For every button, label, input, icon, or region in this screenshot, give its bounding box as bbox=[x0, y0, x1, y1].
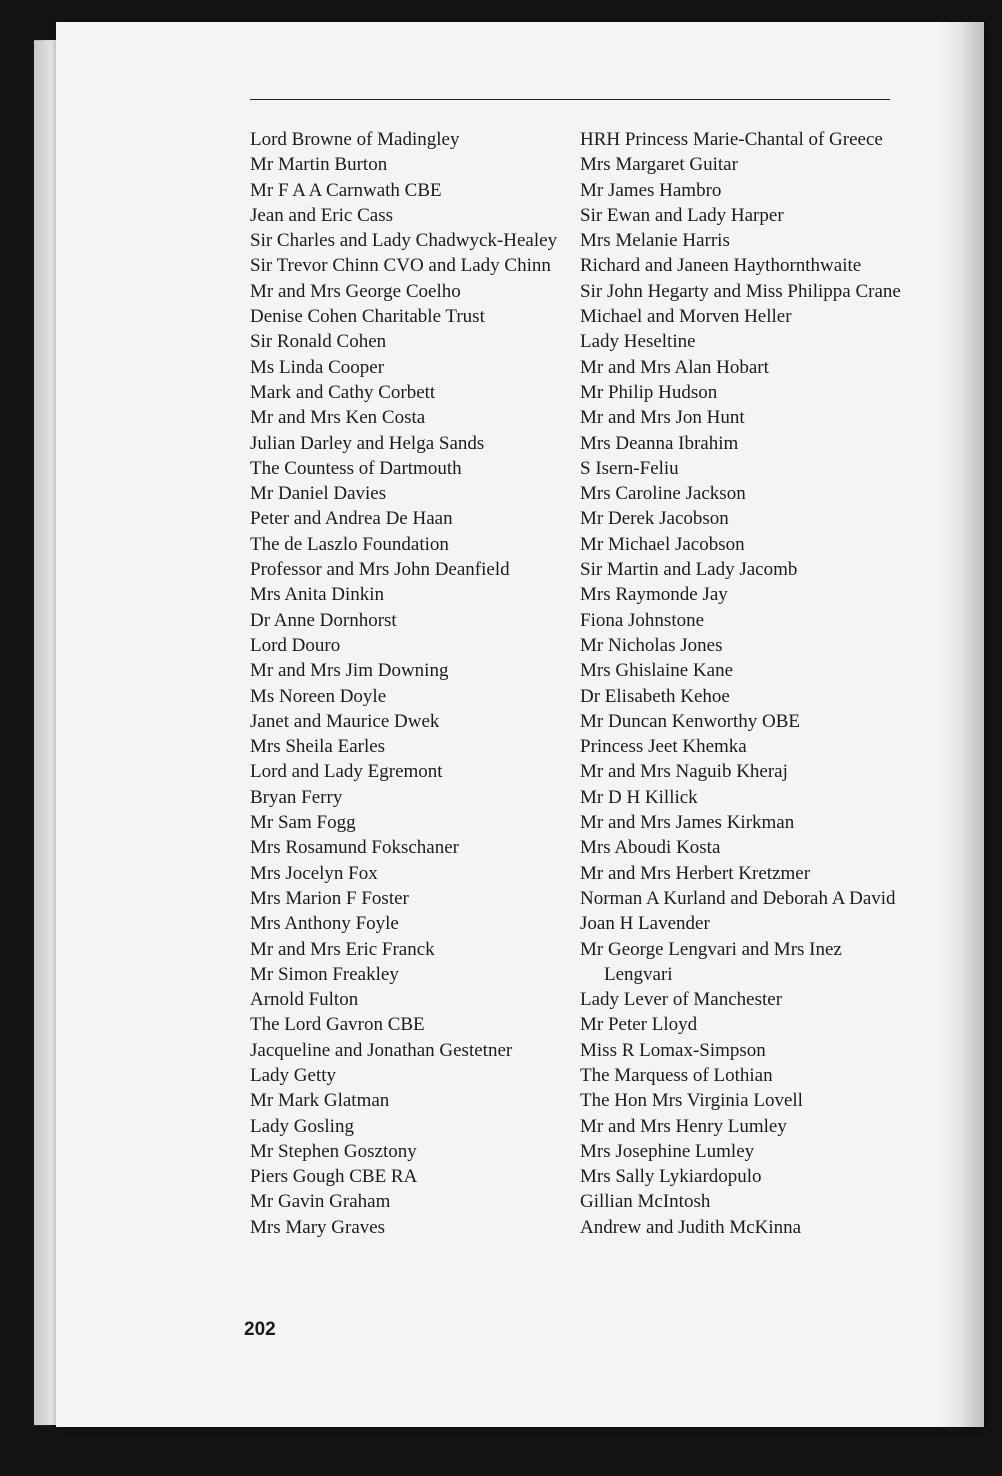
patron-name: Lady Gosling bbox=[250, 1115, 354, 1137]
patron-name: Sir Martin and Lady Jacomb bbox=[580, 559, 798, 581]
patron-name: Mr Duncan Kenworthy OBE bbox=[580, 710, 801, 732]
patron-name: Mr Gavin Graham bbox=[250, 1191, 391, 1213]
patron-name: Mr Stephen Gosztony bbox=[250, 1140, 417, 1162]
patron-name: Mr and Mrs Herbert Kretzmer bbox=[580, 862, 811, 884]
patron-name: The Countess of Dartmouth bbox=[250, 457, 462, 479]
patron-name: Mr James Hambro bbox=[580, 179, 722, 201]
patron-name: Mrs Sally Lykiardopulo bbox=[580, 1166, 762, 1188]
patron-name: Joan H Lavender bbox=[580, 913, 710, 935]
patron-name: Lady Heseltine bbox=[580, 331, 696, 353]
patron-name: Mr and Mrs Jim Downing bbox=[250, 660, 449, 682]
patron-name: Andrew and Judith McKinna bbox=[580, 1216, 802, 1238]
patron-name: Mr Simon Freakley bbox=[250, 963, 399, 985]
patron-name: Mrs Melanie Harris bbox=[580, 230, 730, 252]
header-rule bbox=[250, 99, 890, 100]
patron-name: Peter and Andrea De Haan bbox=[250, 508, 453, 530]
patron-name: Mrs Ghislaine Kane bbox=[580, 660, 734, 682]
patron-name: Dr Elisabeth Kehoe bbox=[580, 685, 730, 707]
patron-name: Mr Daniel Davies bbox=[250, 483, 387, 505]
patron-name: Arnold Fulton bbox=[250, 989, 359, 1011]
patron-name: Mr Philip Hudson bbox=[580, 381, 718, 403]
patron-name: Jean and Eric Cass bbox=[250, 204, 393, 226]
patron-name: The Hon Mrs Virginia Lovell bbox=[580, 1090, 803, 1112]
patron-name: Jacqueline and Jonathan Gestetner bbox=[250, 1039, 513, 1061]
patron-name: Mr and Mrs Henry Lumley bbox=[580, 1115, 787, 1137]
patron-name: Mrs Aboudi Kosta bbox=[580, 837, 721, 859]
patron-name: Mrs Anthony Foyle bbox=[250, 913, 399, 935]
patron-name: Mrs Josephine Lumley bbox=[580, 1140, 755, 1162]
patron-name: Sir John Hegarty and Miss Philippa Crane bbox=[580, 280, 901, 302]
patron-name: Lord Browne of Madingley bbox=[250, 129, 460, 150]
patron-name: Lady Getty bbox=[250, 1064, 337, 1086]
patron-name: Mrs Marion F Foster bbox=[250, 887, 409, 909]
patron-name: S Isern-Feliu bbox=[580, 457, 679, 479]
patron-name: Mr Michael Jacobson bbox=[580, 533, 745, 555]
patron-name: Fiona Johnstone bbox=[580, 609, 705, 631]
patron-name: Mr D H Killick bbox=[580, 786, 698, 808]
patron-name: Norman A Kurland and Deborah A David bbox=[580, 887, 896, 909]
patron-name: Mark and Cathy Corbett bbox=[250, 381, 436, 403]
patron-name: Denise Cohen Charitable Trust bbox=[250, 306, 485, 328]
patron-name: Mr Nicholas Jones bbox=[580, 634, 723, 656]
patron-name: Piers Gough CBE RA bbox=[250, 1166, 418, 1188]
patron-name: Professor and Mrs John Deanfield bbox=[250, 559, 510, 581]
patron-name: The de Laszlo Foundation bbox=[250, 533, 449, 555]
patron-name: Mr Peter Lloyd bbox=[580, 1014, 698, 1036]
patron-name: Mrs Margaret Guitar bbox=[580, 154, 738, 176]
patron-name: Gillian McIntosh bbox=[580, 1191, 711, 1213]
patron-name: Bryan Ferry bbox=[250, 786, 343, 808]
patron-name: Mr F A A Carnwath CBE bbox=[250, 179, 442, 201]
patron-name: Princess Jeet Khemka bbox=[580, 736, 747, 758]
patron-name: Mrs Rosamund Fokschaner bbox=[250, 837, 459, 859]
patron-name: Mrs Mary Graves bbox=[250, 1216, 386, 1238]
patron-name: Julian Darley and Helga Sands bbox=[250, 432, 485, 454]
patron-name: Mrs Deanna Ibrahim bbox=[580, 432, 739, 454]
patron-name: Ms Linda Cooper bbox=[250, 356, 385, 378]
patron-name: The Lord Gavron CBE bbox=[250, 1014, 425, 1036]
patron-name: Mr and Mrs Alan Hobart bbox=[580, 356, 769, 378]
patron-name: Michael and Morven Heller bbox=[580, 306, 792, 328]
patron-list-left bbox=[250, 127, 580, 1240]
patron-name: Sir Ronald Cohen bbox=[250, 331, 387, 353]
spine-shadow bbox=[936, 22, 984, 1427]
patron-name: Mrs Sheila Earles bbox=[250, 736, 386, 758]
patron-name: Lord and Lady Egremont bbox=[250, 761, 443, 783]
patron-name: Mrs Caroline Jackson bbox=[580, 483, 746, 505]
patron-list-right bbox=[580, 127, 910, 1240]
patron-name: Mrs Anita Dinkin bbox=[250, 584, 385, 606]
patron-name: Mr and Mrs James Kirkman bbox=[580, 812, 795, 834]
patron-name: Janet and Maurice Dwek bbox=[250, 710, 440, 732]
patron-name: Dr Anne Dornhorst bbox=[250, 609, 397, 631]
patron-name: Mrs Jocelyn Fox bbox=[250, 862, 378, 884]
patron-name: Richard and Janeen Haythornthwaite bbox=[580, 255, 862, 277]
patron-name: Mr Sam Fogg bbox=[250, 812, 356, 834]
patron-name: Sir Trevor Chinn CVO and Lady Chinn bbox=[250, 255, 551, 277]
patron-name: Mrs Raymonde Jay bbox=[580, 584, 728, 606]
patron-name: Mr Mark Glatman bbox=[250, 1090, 390, 1112]
patron-name: Mr and Mrs George Coelho bbox=[250, 280, 461, 302]
patron-name: Lady Lever of Manchester bbox=[580, 989, 783, 1011]
patron-name: Sir Ewan and Lady Harper bbox=[580, 204, 784, 226]
patron-name: Lord Douro bbox=[250, 634, 341, 656]
patron-name: Mr and Mrs Ken Costa bbox=[250, 407, 426, 429]
patron-name: HRH Princess Marie-Chantal of Greece bbox=[580, 129, 883, 150]
patron-name: Sir Charles and Lady Chadwyck-Healey bbox=[250, 230, 558, 252]
patron-name: Mr and Mrs Naguib Kheraj bbox=[580, 761, 788, 783]
page-number: 202 bbox=[244, 1319, 276, 1340]
patron-name: Mr and Mrs Eric Franck bbox=[250, 938, 435, 960]
patron-name: Mr George Lengvari and Mrs Inez Lengvari bbox=[580, 938, 842, 985]
patron-name: Mr and Mrs Jon Hunt bbox=[580, 407, 745, 429]
patron-name: The Marquess of Lothian bbox=[580, 1064, 773, 1086]
patron-name: Ms Noreen Doyle bbox=[250, 685, 387, 707]
patron-name: Mr Martin Burton bbox=[250, 154, 388, 176]
patron-name: Miss R Lomax-Simpson bbox=[580, 1039, 766, 1061]
patron-name: Mr Derek Jacobson bbox=[580, 508, 729, 530]
